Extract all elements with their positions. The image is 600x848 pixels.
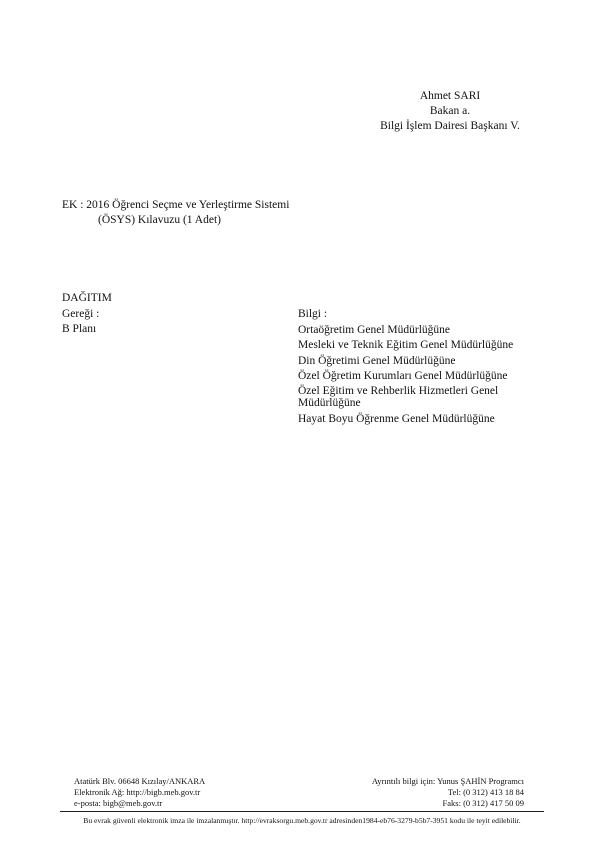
footer-phone: Tel: (0 312) 413 18 84 <box>447 787 524 797</box>
info-item: Ortaöğretim Genel Müdürlüğüne <box>298 323 451 336</box>
footer-email: e-posta: bigb@meb.gov.tr <box>74 798 163 808</box>
info-item: Özel Öğretim Kurumları Genel Müdürlüğüne <box>298 370 508 382</box>
signatory-department: Bilgi İşlem Dairesi Başkanı V. <box>380 120 520 132</box>
attachment-block <box>62 198 289 228</box>
footer-divider <box>60 811 544 812</box>
footer-address: Atatürk Blv. 06648 Kızılay/ANKARA <box>74 776 206 786</box>
footer-network: Elektronik Ağ: http://bigb.meb.gov.tr <box>74 787 201 797</box>
distribution-action-column <box>62 307 99 337</box>
footer-fax: Faks: (0 312) 417 50 09 <box>442 798 524 808</box>
distribution-heading: DAĞITIM <box>62 292 112 304</box>
action-item: B Planı <box>62 323 97 335</box>
info-item: Mesleki ve Teknik Eğitim Genel Müdürlüğüne <box>298 339 514 351</box>
verification-note: Bu evrak güvenli elektronik imza ile imzalanmıştır. http://evraksorgu.meb.gov.tr adresinden1984-eb76-3279-b5b7-3951 kodu ile teyit edilebilir. <box>83 816 521 825</box>
signature-block <box>365 89 535 134</box>
info-label: Bilgi : <box>298 308 328 320</box>
info-item: Müdürlüğüne <box>298 396 361 409</box>
signatory-name: Ahmet SARI <box>419 90 481 102</box>
footer-contact-block <box>360 776 524 809</box>
action-label: Gereği : <box>62 308 100 320</box>
signatory-title: Bakan a. <box>429 105 471 117</box>
attachment-line-1: EK : 2016 Öğrenci Seçme ve Yerleştirme Sistemi <box>62 199 290 211</box>
info-item: Din Öğretimi Genel Müdürlüğüne <box>298 354 456 367</box>
info-item: Özel Eğitim ve Rehberlik Hizmetleri Genel <box>298 384 499 397</box>
footer-address-block <box>74 776 205 809</box>
attachment-line-2: (ÖSYS) Kılavuzu (1 Adet) <box>98 214 221 226</box>
info-item: Hayat Boyu Öğrenme Genel Müdürlüğüne <box>298 412 495 425</box>
distribution-info-column <box>298 307 513 427</box>
footer-contact: Ayrıntılı bilgi için: Yunus ŞAHİN Programcı <box>371 776 524 786</box>
